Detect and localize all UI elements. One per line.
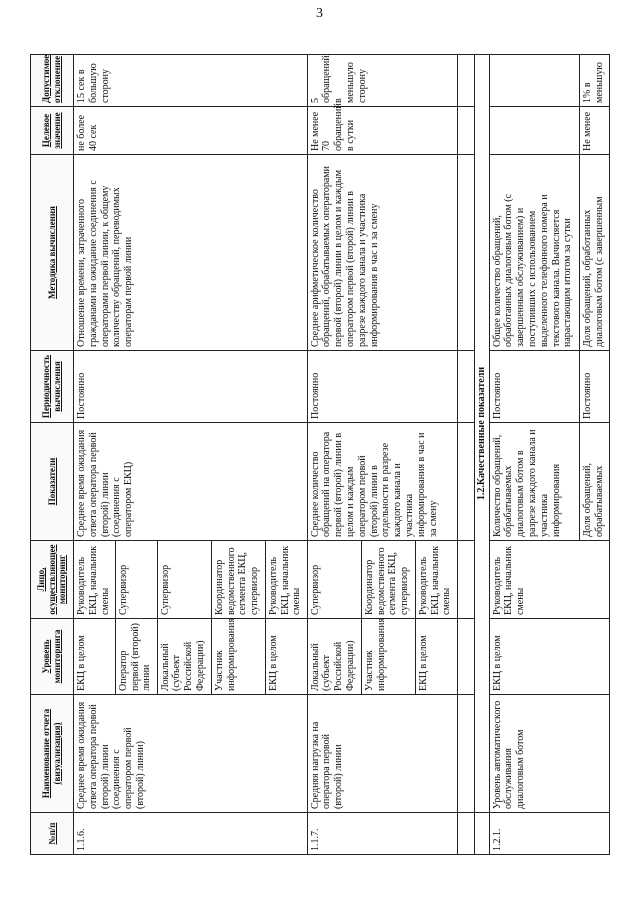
monitoring-person: Координатор ведомственного сегмента ЕКЦ, супервизор	[361, 541, 415, 619]
method: Отношение времени, затраченного гражданами на ожидание соединения с операторами первой линии, к общему количеству обращений, переводимых операторам первой линии	[74, 155, 308, 351]
monitoring-person: Супервизор	[307, 541, 361, 619]
section-title: 1.2.Качественные показатели	[474, 55, 489, 813]
deviation: 5 обращений в меньшую сторону	[307, 55, 457, 107]
header-method: Методика вычисления	[31, 155, 74, 351]
header-person: Лицо, осуществляющее мониторинг	[31, 541, 74, 619]
table-row	[74, 55, 116, 855]
table-row	[307, 55, 361, 855]
monitoring-level: ЕКЦ в целом	[489, 619, 609, 695]
target-value: Не менее	[580, 107, 610, 155]
header-indicator: Показатели	[31, 423, 74, 541]
method: Общее количество обращений, обработанных диалоговым ботом (с завершенным обслуживанием) и поступивших с использованием выделенного телефонного номера и текстового канала. Вычисляется нарастающим итогом за сутки	[489, 155, 580, 351]
method: Среднее арифметическое количество обращений, обрабатываемых операторами первой (второй) линии в целом и каждым оператором первой (второй) линии в разрезе каждого канала и участника информирования в час и за смену	[307, 155, 457, 351]
indicator: Количество обращений, обрабатываемых диалоговым ботом в разрезе каждого канала и участника информирования	[489, 423, 580, 541]
method: Доля обращений, обработанных диалоговым ботом (с завершенным	[580, 155, 610, 351]
monitoring-person: Руководитель ЕКЦ, начальник смены	[415, 541, 457, 619]
monitoring-person: Координатор ведомственного сегмента ЕКЦ, супервизор	[211, 541, 265, 619]
report-name: Среднее время ожидания ответа оператора первой (второй) линии (соединения с оператором первой (второй) линии)	[74, 695, 308, 813]
row-number: 1.1.7.	[307, 813, 457, 855]
monitoring-table	[30, 54, 610, 855]
period: Постоянно	[580, 351, 610, 423]
indicator: Среднее время ожидания ответа оператора первой (второй) линии (соединения с оператором ЕКЦ)	[74, 423, 308, 541]
row-number: 1.1.6.	[74, 813, 308, 855]
monitoring-person: Супервизор	[115, 541, 157, 619]
monitoring-level: Локальный (субъект Российской Федерации)	[307, 619, 361, 695]
deviation: 1% в меньшую	[580, 55, 610, 107]
monitoring-person: Руководитель ЕКЦ, начальник смены	[489, 541, 609, 619]
monitoring-person: Руководитель ЕКЦ, начальник смены	[74, 541, 116, 619]
indicator: Среднее количество обращений на оператора первой (второй) линии в целом и каждым оператором первой (второй) линии в отдельности в разрезе каждого канала и участника информирования в час и за смену	[307, 423, 457, 541]
header-target: Целевое значение	[31, 107, 74, 155]
monitoring-level: ЕКЦ в целом	[265, 619, 307, 695]
monitoring-level: Оператор первой (второй) линии	[115, 619, 157, 695]
indicator: Доля обращений, обрабатываемых	[580, 423, 610, 541]
monitoring-level: Участник информирования	[361, 619, 415, 695]
monitoring-person: Руководитель ЕКЦ, начальник смены	[265, 541, 307, 619]
monitoring-level: Локальный (субъект Российской Федерации)	[157, 619, 211, 695]
header-name: Наименование отчета (визуализация)	[31, 695, 74, 813]
header-num: №п/п	[31, 813, 74, 855]
page-number: 3	[316, 6, 323, 21]
header-deviation: Допустимое отклонение	[31, 55, 74, 107]
monitoring-level: ЕКЦ в целом	[74, 619, 116, 695]
report-name: Средняя нагрузка на оператора первой (второй) линии	[307, 695, 457, 813]
deviation: 15 сек в большую сторону	[74, 55, 308, 107]
row-number: 1.2.1.	[489, 813, 609, 855]
period: Постоянно	[74, 351, 308, 423]
target-value: Не менее 70 обращений в сутки	[307, 107, 457, 155]
header-period: Периодичность вычисления	[31, 351, 74, 423]
period: Постоянно	[307, 351, 457, 423]
period: Постоянно	[489, 351, 580, 423]
table-row	[489, 55, 580, 855]
spacer-row	[457, 55, 474, 855]
target-value	[489, 107, 580, 155]
table-header-row	[31, 55, 74, 855]
target-value: не более 40 сек	[74, 107, 308, 155]
rotated-table-container	[30, 55, 610, 855]
report-name: Уровень автоматического обслуживания диалоговым ботом	[489, 695, 609, 813]
deviation	[489, 55, 580, 107]
section-header-row	[474, 55, 489, 855]
monitoring-level: Участник информирования	[211, 619, 265, 695]
monitoring-person: Супервизор	[157, 541, 211, 619]
header-level: Уровень мониторинга	[31, 619, 74, 695]
monitoring-level: ЕКЦ в целом	[415, 619, 457, 695]
